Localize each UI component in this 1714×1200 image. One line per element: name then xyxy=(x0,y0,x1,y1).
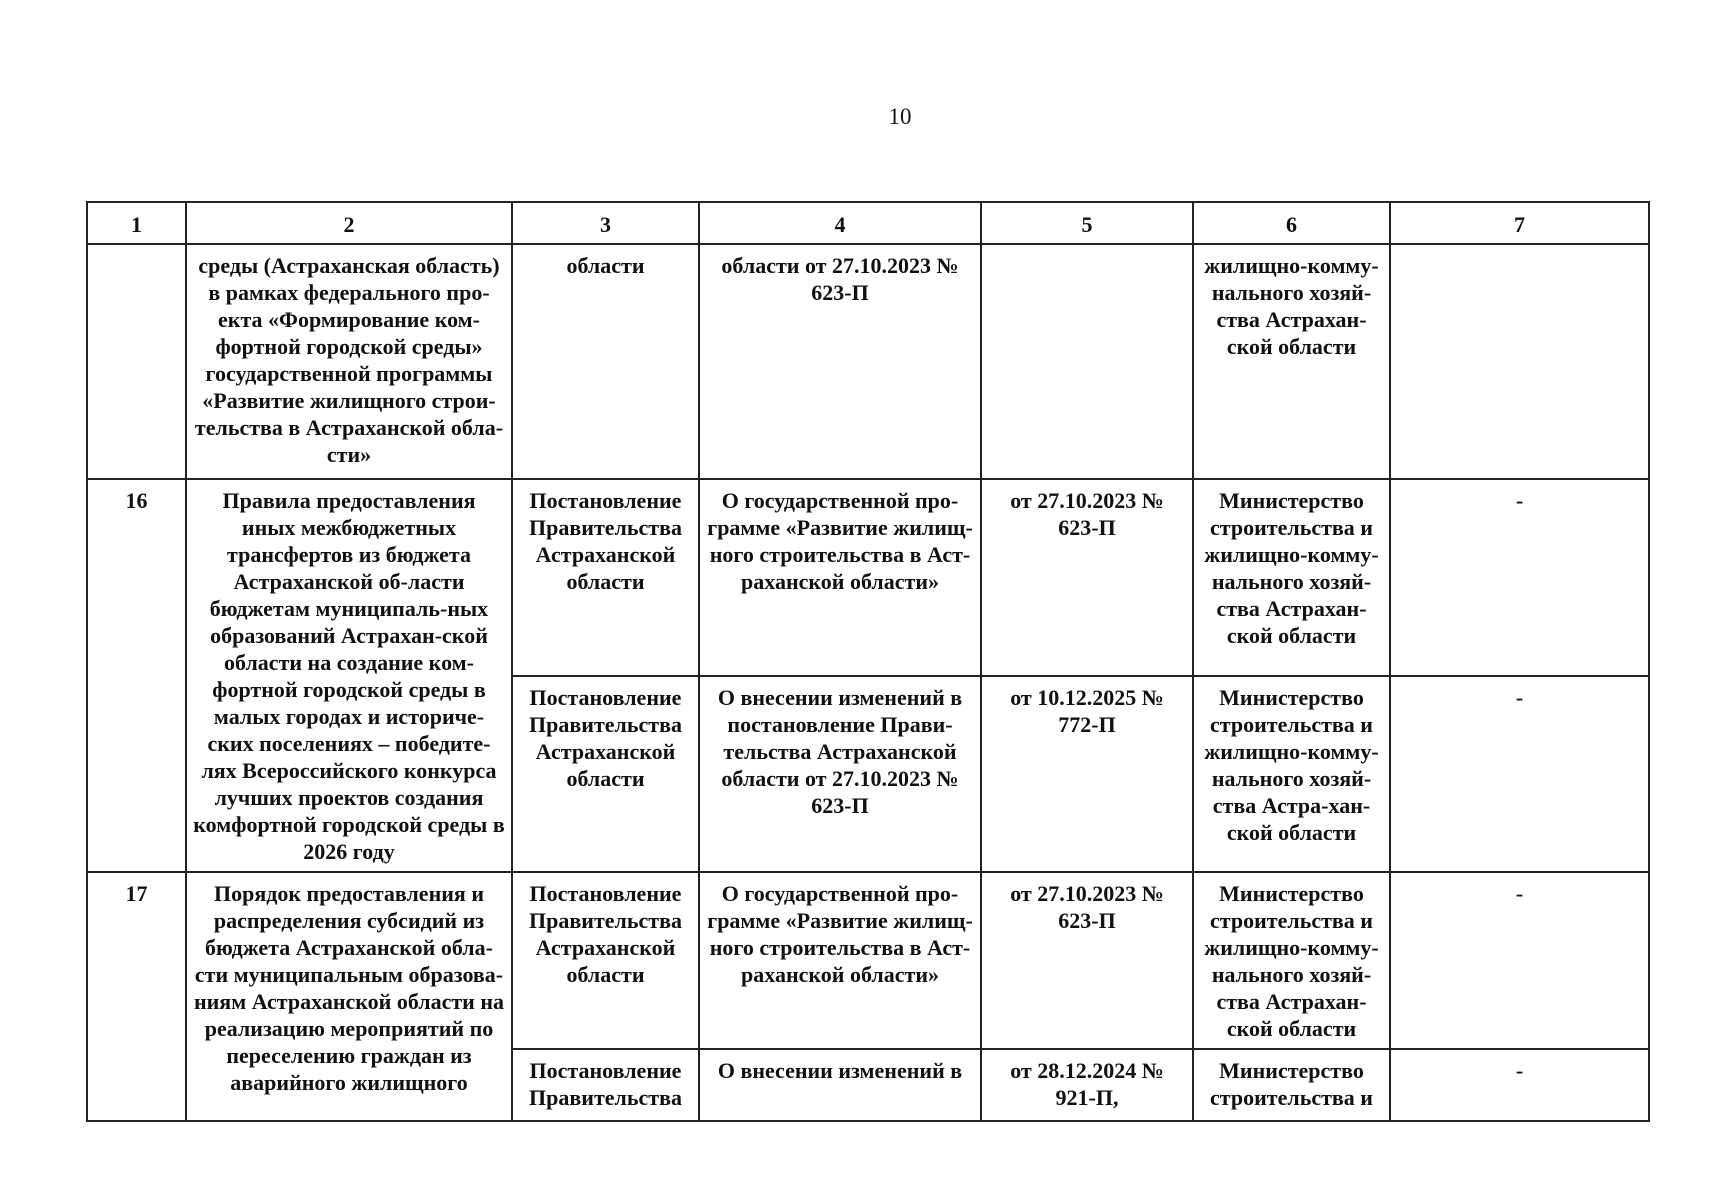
table-row-16 xyxy=(87,479,1649,676)
doc-type-cell: Постановление Правительства Астраханской области xyxy=(512,872,699,1049)
doc-type-cell: Постановление Правительства Астраханской области xyxy=(512,676,699,873)
note-cell: - xyxy=(1390,479,1649,676)
doc-date-cell: от 28.12.2024 № 921-П, xyxy=(981,1049,1193,1121)
column-header: 5 xyxy=(981,202,1193,244)
column-header: 3 xyxy=(512,202,699,244)
column-header: 1 xyxy=(87,202,186,244)
registry-table xyxy=(86,201,1650,1122)
doc-title-cell: О внесении изменений в постановление Прави-тельства Астраханской области от 27.10.2023 № 623-П xyxy=(699,676,981,873)
agency-cell: Министерство строительства и xyxy=(1193,1049,1390,1121)
note-cell: - xyxy=(1390,872,1649,1049)
table-header-row xyxy=(87,202,1649,244)
row-number-cell: 16 xyxy=(87,479,186,872)
row-number-cell xyxy=(87,244,186,479)
doc-date-cell: от 10.12.2025 № 772-П xyxy=(981,676,1193,873)
act-name-cell: Правила предоставления иных межбюджетных трансфертов из бюджета Астраханской об-ласти бюджетам муниципаль-ных образований Астрахан-ской области на создание ком-фортной городской среды в малых городах и историче-ских поселениях – победите-лях Всероссийского конкурса лучших проектов создания комфортной городской среды в 2026 году xyxy=(186,479,512,872)
agency-cell: жилищно-комму-нального хозяй-ства Астрахан-ской области xyxy=(1193,244,1390,479)
doc-title-cell: О внесении изменений в xyxy=(699,1049,981,1121)
agency-cell: Министерство строительства и жилищно-комму-нального хозяй-ства Астра-хан-ской области xyxy=(1193,676,1390,873)
doc-date-cell: от 27.10.2023 № 623-П xyxy=(981,872,1193,1049)
doc-title-cell: области от 27.10.2023 № 623-П xyxy=(699,244,981,479)
doc-title-cell: О государственной про-грамме «Развитие жилищ-ного строительства в Аст-раханской области» xyxy=(699,479,981,676)
row-number-cell: 17 xyxy=(87,872,186,1121)
table-row-continuation xyxy=(87,244,1649,479)
doc-date-cell: от 27.10.2023 № 623-П xyxy=(981,479,1193,676)
table-row-17 xyxy=(87,872,1649,1049)
agency-cell: Министерство строительства и жилищно-комму-нального хозяй-ства Астрахан-ской области xyxy=(1193,479,1390,676)
column-header: 4 xyxy=(699,202,981,244)
column-header: 6 xyxy=(1193,202,1390,244)
doc-title-cell: О государственной про-грамме «Развитие жилищ-ного строительства в Аст-раханской области» xyxy=(699,872,981,1049)
act-name-cell: среды (Астраханская область) в рамках федерального про-екта «Формирование ком-фортной городской среды» государственной программы «Развитие жилищного строи-тельства в Астраханской обла-сти» xyxy=(186,244,512,479)
doc-date-cell xyxy=(981,244,1193,479)
column-header: 7 xyxy=(1390,202,1649,244)
note-cell: - xyxy=(1390,676,1649,873)
column-header: 2 xyxy=(186,202,512,244)
doc-type-cell: Постановление Правительства Астраханской области xyxy=(512,479,699,676)
page-number: 10 xyxy=(888,104,912,129)
act-name-cell: Порядок предоставления и распределения субсидий из бюджета Астраханской обла-сти муниципальным образова-ниям Астраханской области на реализацию мероприятий по переселению граждан из аварийного жилищного xyxy=(186,872,512,1121)
doc-type-cell: Постановление Правительства xyxy=(512,1049,699,1121)
note-cell: - xyxy=(1390,1049,1649,1121)
note-cell xyxy=(1390,244,1649,479)
agency-cell: Министерство строительства и жилищно-комму-нального хозяй-ства Астрахан-ской области xyxy=(1193,872,1390,1049)
doc-type-cell: области xyxy=(512,244,699,479)
